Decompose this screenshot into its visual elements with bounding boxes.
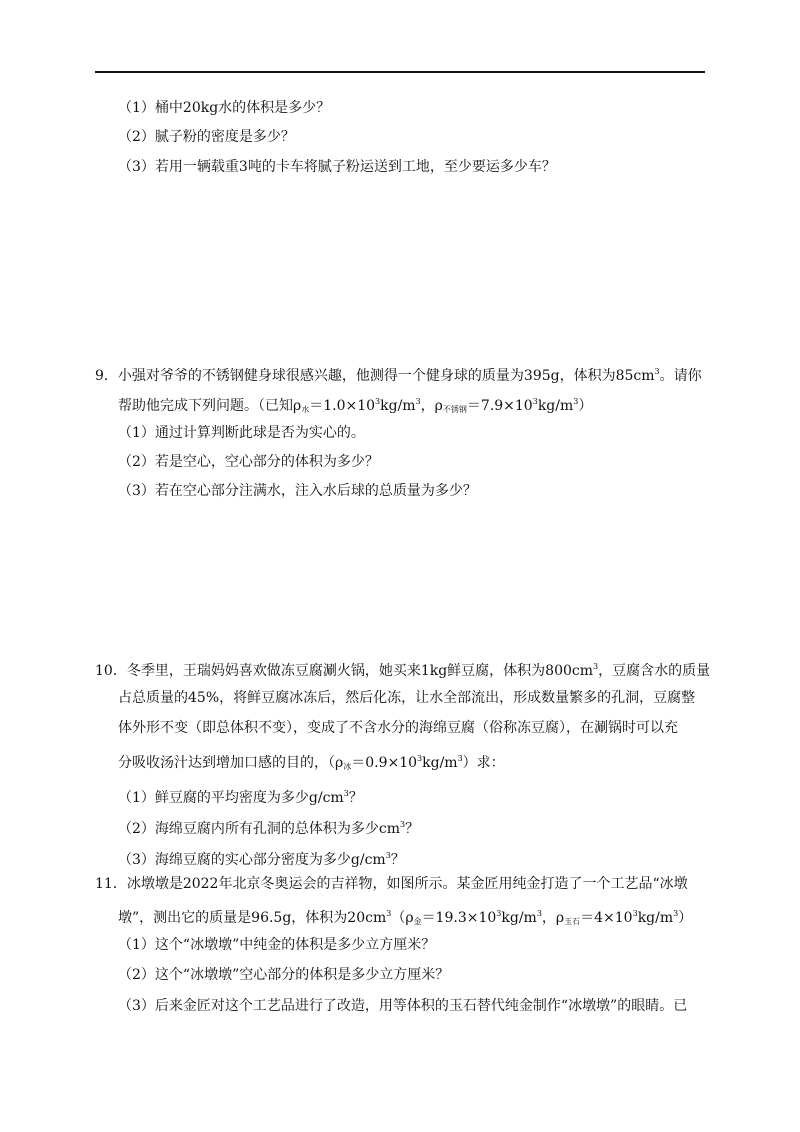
q11-part-1: （1）这个“冰墩墩”中纯金的体积是多少立方厘米？ — [118, 937, 436, 953]
q10-part-1: （1）鲜豆腐的平均密度为多少$g/cm^3$？ — [118, 789, 363, 806]
q9-part-3: （3）若在空心部分注满水，注入水后球的总质量为多少？ — [118, 483, 477, 499]
q10-part-3: （3）海绵豆腐的实心部分密度为多少$g/cm^3$？ — [118, 851, 405, 868]
q11-stem-line-2: 墩”，测出它的质量是96.5g，体积为$20cm^3(\rho_金=19.3\times 10^3kg/m^3$，$\rho_{玉石}=4\times 10^3kg/m^3$） — [118, 909, 693, 926]
q8-part-1: （1）桶中20kg水的体积是多少？ — [118, 100, 331, 116]
q11-stem-line-1: 11．冰墩墩是2022年北京冬奥运会的吉祥物，如图所示。某金匠用纯金打造了一个工艺品“冰墩 — [95, 876, 688, 892]
q10-stem-line-3: 体外形不变（即总体积不变），变成了不含水分的海绵豆腐（俗称冻豆腐），在涮锅时可以充 — [118, 720, 678, 736]
q10-part-2: （2）海绵豆腐内所有孔洞的总体积为多少$cm^3$？ — [118, 820, 420, 837]
q10-stem-line-1: 10．冬季里，王瑞妈妈喜欢做冻豆腐涮火锅，她买来1kg鲜豆腐，体积为$800cm^3$，豆腐含水的质量 — [95, 662, 711, 679]
q8-part-3: （3）若用一辆载重3吨的卡车将腻子粉运送到工地，至少要运多少车？ — [118, 159, 556, 175]
q11-part-2: （2）这个“冰墩墩”空心部分的体积是多少立方厘米？ — [118, 967, 450, 983]
q9-stem-line-2: 帮助他完成下列问题。（已知$\rho_水=1.0\times 10^3kg/m^3$，$\rho_{不锈钢}=7.9\times 10^3kg/m^3$） — [118, 397, 593, 414]
q10-stem-line-2: 占总质量的45%，将鲜豆腐冰冻后，然后化冻，让水全部流出，形成数量繁多的孔洞，豆腐整 — [118, 690, 696, 706]
q11-part-3: （3）后来金匠对这个工艺品进行了改造，用等体积的玉石替代纯金制作“冰墩墩”的眼睛。已 — [118, 998, 688, 1014]
q9-part-2: （2）若是空心，空心部分的体积为多少？ — [118, 454, 379, 470]
q8-part-2: （2）腻子粉的密度是多少？ — [118, 129, 295, 145]
header-rule — [95, 71, 705, 73]
q9-part-1: （1）通过计算判断此球是否为实心的。 — [118, 425, 365, 441]
q9-stem-line-1: 9．小强对爷爷的不锈钢健身球很感兴趣，他测得一个健身球的质量为395g，体积为$85cm^3$。请你 — [95, 367, 702, 384]
q10-stem-line-4: 分吸收汤汁达到增加口感的目的，$(\rho_冰=0.9\times 10^3kg/m^3)$求： — [118, 754, 505, 771]
